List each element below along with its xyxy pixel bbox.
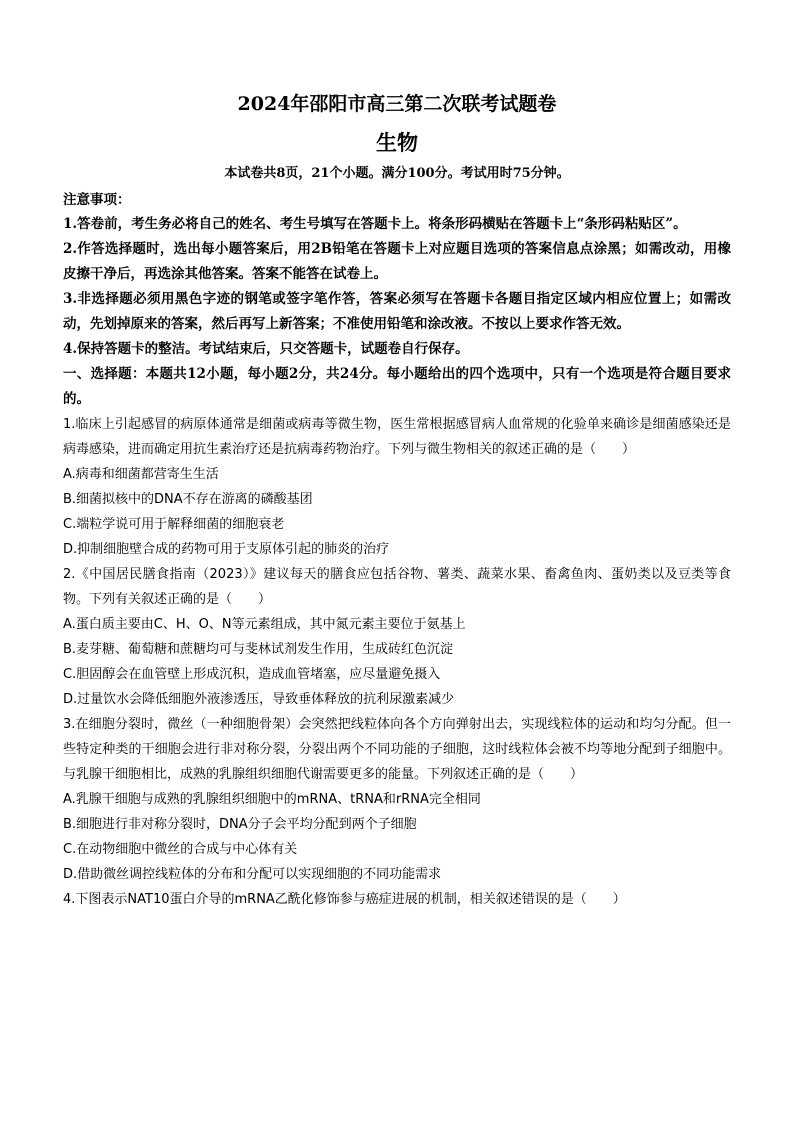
option-c: C.在动物细胞中微丝的合成与中心体有关 [63,842,298,857]
option-b: B.细菌拟核中的DNA不存在游离的磷酸基团 [63,492,313,507]
question-3 [63,712,731,887]
subject-title: 生物 [376,130,418,155]
option-b: B.麦芽糖、葡萄糖和蔗糖均可与斐林试剂发生作用，生成砖红色沉淀 [63,642,454,657]
option-d: D.过量饮水会降低细胞外液渗透压，导致垂体释放的抗利尿激素减少 [63,692,455,707]
question-1 [63,412,731,562]
exam-info: 本试卷共8页，21个小题。满分100分。考试用时75分钟。 [224,166,570,181]
question-2 [63,562,731,712]
option-a: A.乳腺干细胞与成熟的乳腺组织细胞中的mRNA、tRNA和rRNA完全相同 [63,792,481,807]
notice-item-3: 3.非选择题必须用黑色字迹的钢笔或签字笔作答，答案必须写在答题卡各题目指定区域内相应位置上；如需改动，先划掉原来的答案，然后再写上新答案；不准使用铅笔和涂改液。不按以上要求作答无效。 [63,291,731,332]
question-stem: 4.下图表示NAT10蛋白介导的mRNA乙酰化修饰参与癌症进展的机制，相关叙述错误的是（ ） [63,892,626,907]
option-c: C.端粒学说可用于解释细菌的细胞衰老 [63,517,285,532]
exam-title: 2024年邵阳市高三第二次联考试题卷 [237,93,557,115]
question-4 [63,887,731,912]
notice-item-4: 4.保持答题卡的整洁。考试结束后，只交答题卡，试题卷自行保存。 [63,341,469,357]
exam-page [63,90,731,912]
notice-heading: 注意事项： [63,192,131,208]
notice-item-2: 2.作答选择题时，选出每小题答案后，用2B铅笔在答题卡上对应题目选项的答案信息点涂黑；如需改动，用橡皮擦干净后，再选涂其他答案。答案不能答在试卷上。 [63,241,731,282]
option-d: D.借助微丝调控线粒体的分布和分配可以实现细胞的不同功能需求 [63,867,442,882]
section-heading: 一、选择题：本题共12小题，每小题2分，共24分。每小题给出的四个选项中，只有一个选项是符合题目要求的。 [63,366,731,407]
question-stem: 1.临床上引起感冒的病原体通常是细菌或病毒等微生物，医生常根据感冒病人血常规的化验单来确诊是细菌感染还是病毒感染，进而确定用抗生素治疗还是抗病毒药物治疗。下列与微生物相关的叙述正确的是（ ） [63,417,731,457]
question-stem: 3.在细胞分裂时，微丝（一种细胞骨架）会突然把线粒体向各个方向弹射出去，实现线粒体的运动和均匀分配。但一些特定种类的干细胞会进行非对称分裂，分裂出两个不同功能的子细胞，这时线粒体会被不均等地分配到子细胞中。与乳腺干细胞相比，成熟的乳腺组织细胞代谢需要更多的能量。下列叙述正确的是（ ） [63,717,731,782]
question-stem: 2.《中国居民膳食指南（2023）》建议每天的膳食应包括谷物、薯类、蔬菜水果、畜禽鱼肉、蛋奶类以及豆类等食物。下列有关叙述正确的是（ ） [63,567,731,607]
option-b: B.细胞进行非对称分裂时，DNA分子会平均分配到两个子细胞 [63,817,417,832]
option-d: D.抑制细胞壁合成的药物可用于支原体引起的肺炎的治疗 [63,542,390,557]
option-a: A.蛋白质主要由C、H、O、N等元素组成，其中氮元素主要位于氨基上 [63,617,466,632]
option-c: C.胆固醇会在血管壁上形成沉积，造成血管堵塞，应尽量避免摄入 [63,667,441,682]
option-a: A.病毒和细菌都营寄生生活 [63,467,219,482]
notice-item-1: 1.答卷前，考生务必将自己的姓名、考生号填写在答题卡上。将条形码横贴在答题卡上“条形码粘贴区”。 [63,216,687,232]
